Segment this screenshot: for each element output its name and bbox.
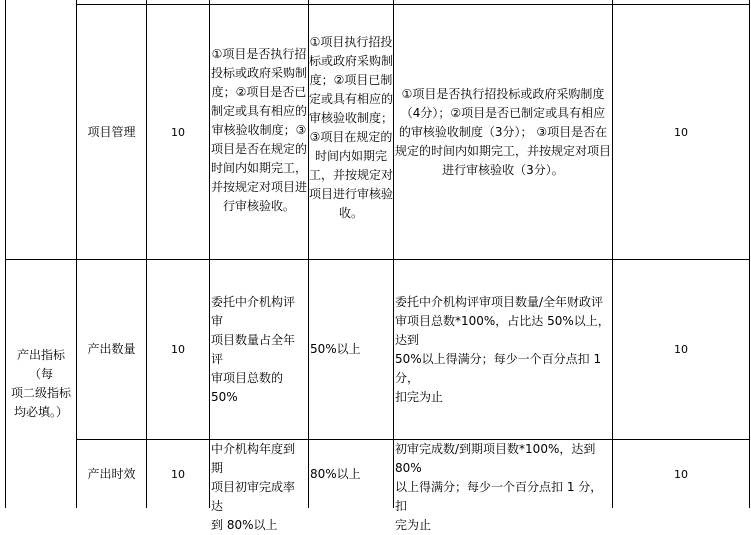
score-value: 10: [674, 125, 688, 139]
score-value: 10: [674, 467, 688, 481]
content-cell: [210, 30, 308, 230]
target-cell: [309, 33, 393, 233]
criteria-line: 以上得满分；每少一个百分点扣 1 分，扣: [395, 480, 603, 513]
tier1-indicator-output: [6, 260, 76, 508]
score-cell: [613, 440, 749, 508]
criteria-cell: [394, 260, 612, 439]
target-line: 标或政府采购制: [309, 54, 394, 68]
content-line: 投标或政府采购制: [210, 65, 307, 80]
score-cell: [613, 5, 749, 259]
tier2-label: 产出数量: [87, 342, 136, 356]
weight-value: 10: [171, 125, 185, 139]
target-line: 审核验收制度；: [309, 111, 394, 125]
content-line: 审项目总数的 50%: [211, 370, 284, 404]
weight-cell: [147, 5, 209, 259]
target-line: 工，并按规定对: [309, 168, 394, 182]
content-text: [210, 45, 308, 216]
weight-cell: [147, 260, 209, 439]
criteria-text: [395, 293, 610, 407]
content-line: ①项目是否执行招: [211, 46, 307, 61]
target-cell: [309, 260, 393, 439]
criteria-line: （4分）；②项目是否已制定或具有相应: [400, 105, 606, 120]
content-line: 行审核验收。: [222, 198, 295, 213]
content-cell: [210, 260, 308, 439]
tier2-label: 项目管理: [87, 124, 136, 139]
tier2-indicator-output-timeliness: [77, 440, 146, 508]
target-line: ③项目在规定的: [309, 130, 393, 144]
criteria-line: 扣完为止: [395, 389, 444, 404]
weight-value: 10: [171, 343, 185, 356]
content-line: 委托中介机构评审: [211, 294, 296, 328]
content-line: 项目初审完成率达: [211, 480, 296, 513]
tier2-label: 产出时效: [87, 466, 136, 481]
tier1-line: 产出指标（每: [16, 348, 65, 381]
criteria-line: ①项目是否执行招投标或政府采购制度: [401, 86, 605, 101]
criteria-text: [395, 85, 611, 180]
content-text: [211, 293, 306, 407]
content-cell: [210, 440, 308, 532]
score-cell: [613, 260, 749, 439]
content-line: 制定或具有相应的: [210, 103, 307, 118]
content-line: 项目是否在规定的: [210, 141, 307, 156]
criteria-text: [395, 440, 610, 535]
criteria-line: 的审核验收制度（3分）； ③项目是否在: [398, 124, 608, 139]
content-line: 中介机构年度到期: [211, 442, 296, 475]
content-line: 度；②项目是否已: [211, 84, 307, 99]
tier1-line: 项二级指标: [10, 386, 71, 400]
content-line: 时间内如期完工，: [210, 160, 307, 175]
criteria-line: 审项目总数*100%，占比达 50%以上，达到: [395, 313, 610, 347]
criteria-line: 50%以上得满分；每少一个百分点扣 1 分，: [395, 351, 602, 385]
target-line: 项目进行审核验: [309, 187, 394, 201]
target-line: 收。: [338, 206, 363, 220]
target-cell: [309, 440, 393, 508]
criteria-line: 规定的时间内如期完工，并按规定对项目: [394, 143, 611, 158]
target-text: [309, 33, 393, 223]
target-value: 80%以上: [310, 466, 361, 481]
tier2-indicator-output-quantity: [77, 260, 146, 439]
tier2-indicator-project-management: [77, 5, 146, 259]
score-value: 10: [674, 343, 688, 356]
weight-cell: [147, 440, 209, 508]
criteria-cell: [394, 5, 612, 259]
grid-line: [749, 0, 750, 508]
content-line: 审核验收制度；③: [211, 122, 307, 137]
target-value: 50%以上: [310, 342, 361, 356]
criteria-line: 委托中介机构评审项目数量/全年财政评: [395, 294, 604, 309]
criteria-line: 初审完成数/到期项目数*100%，达到 80%: [395, 442, 596, 475]
target-line: 时间内如期完: [314, 149, 387, 163]
criteria-line: 完为止: [395, 518, 432, 532]
target-line: ①项目执行招投: [309, 35, 393, 49]
tier1-line: 均必填。）: [13, 405, 68, 419]
content-line: 项目数量占全年评: [211, 332, 296, 366]
content-line: 到 80%以上: [211, 518, 278, 532]
target-line: 度；②项目已制: [309, 73, 393, 87]
tier1-text: [6, 346, 76, 422]
content-text: [211, 440, 306, 535]
criteria-line: 进行审核验收（3分）。: [442, 162, 564, 177]
criteria-cell: [394, 440, 612, 532]
content-line: 并按规定对项目进: [210, 179, 307, 194]
target-line: 定或具有相应的: [309, 92, 394, 106]
weight-value: 10: [171, 467, 185, 481]
